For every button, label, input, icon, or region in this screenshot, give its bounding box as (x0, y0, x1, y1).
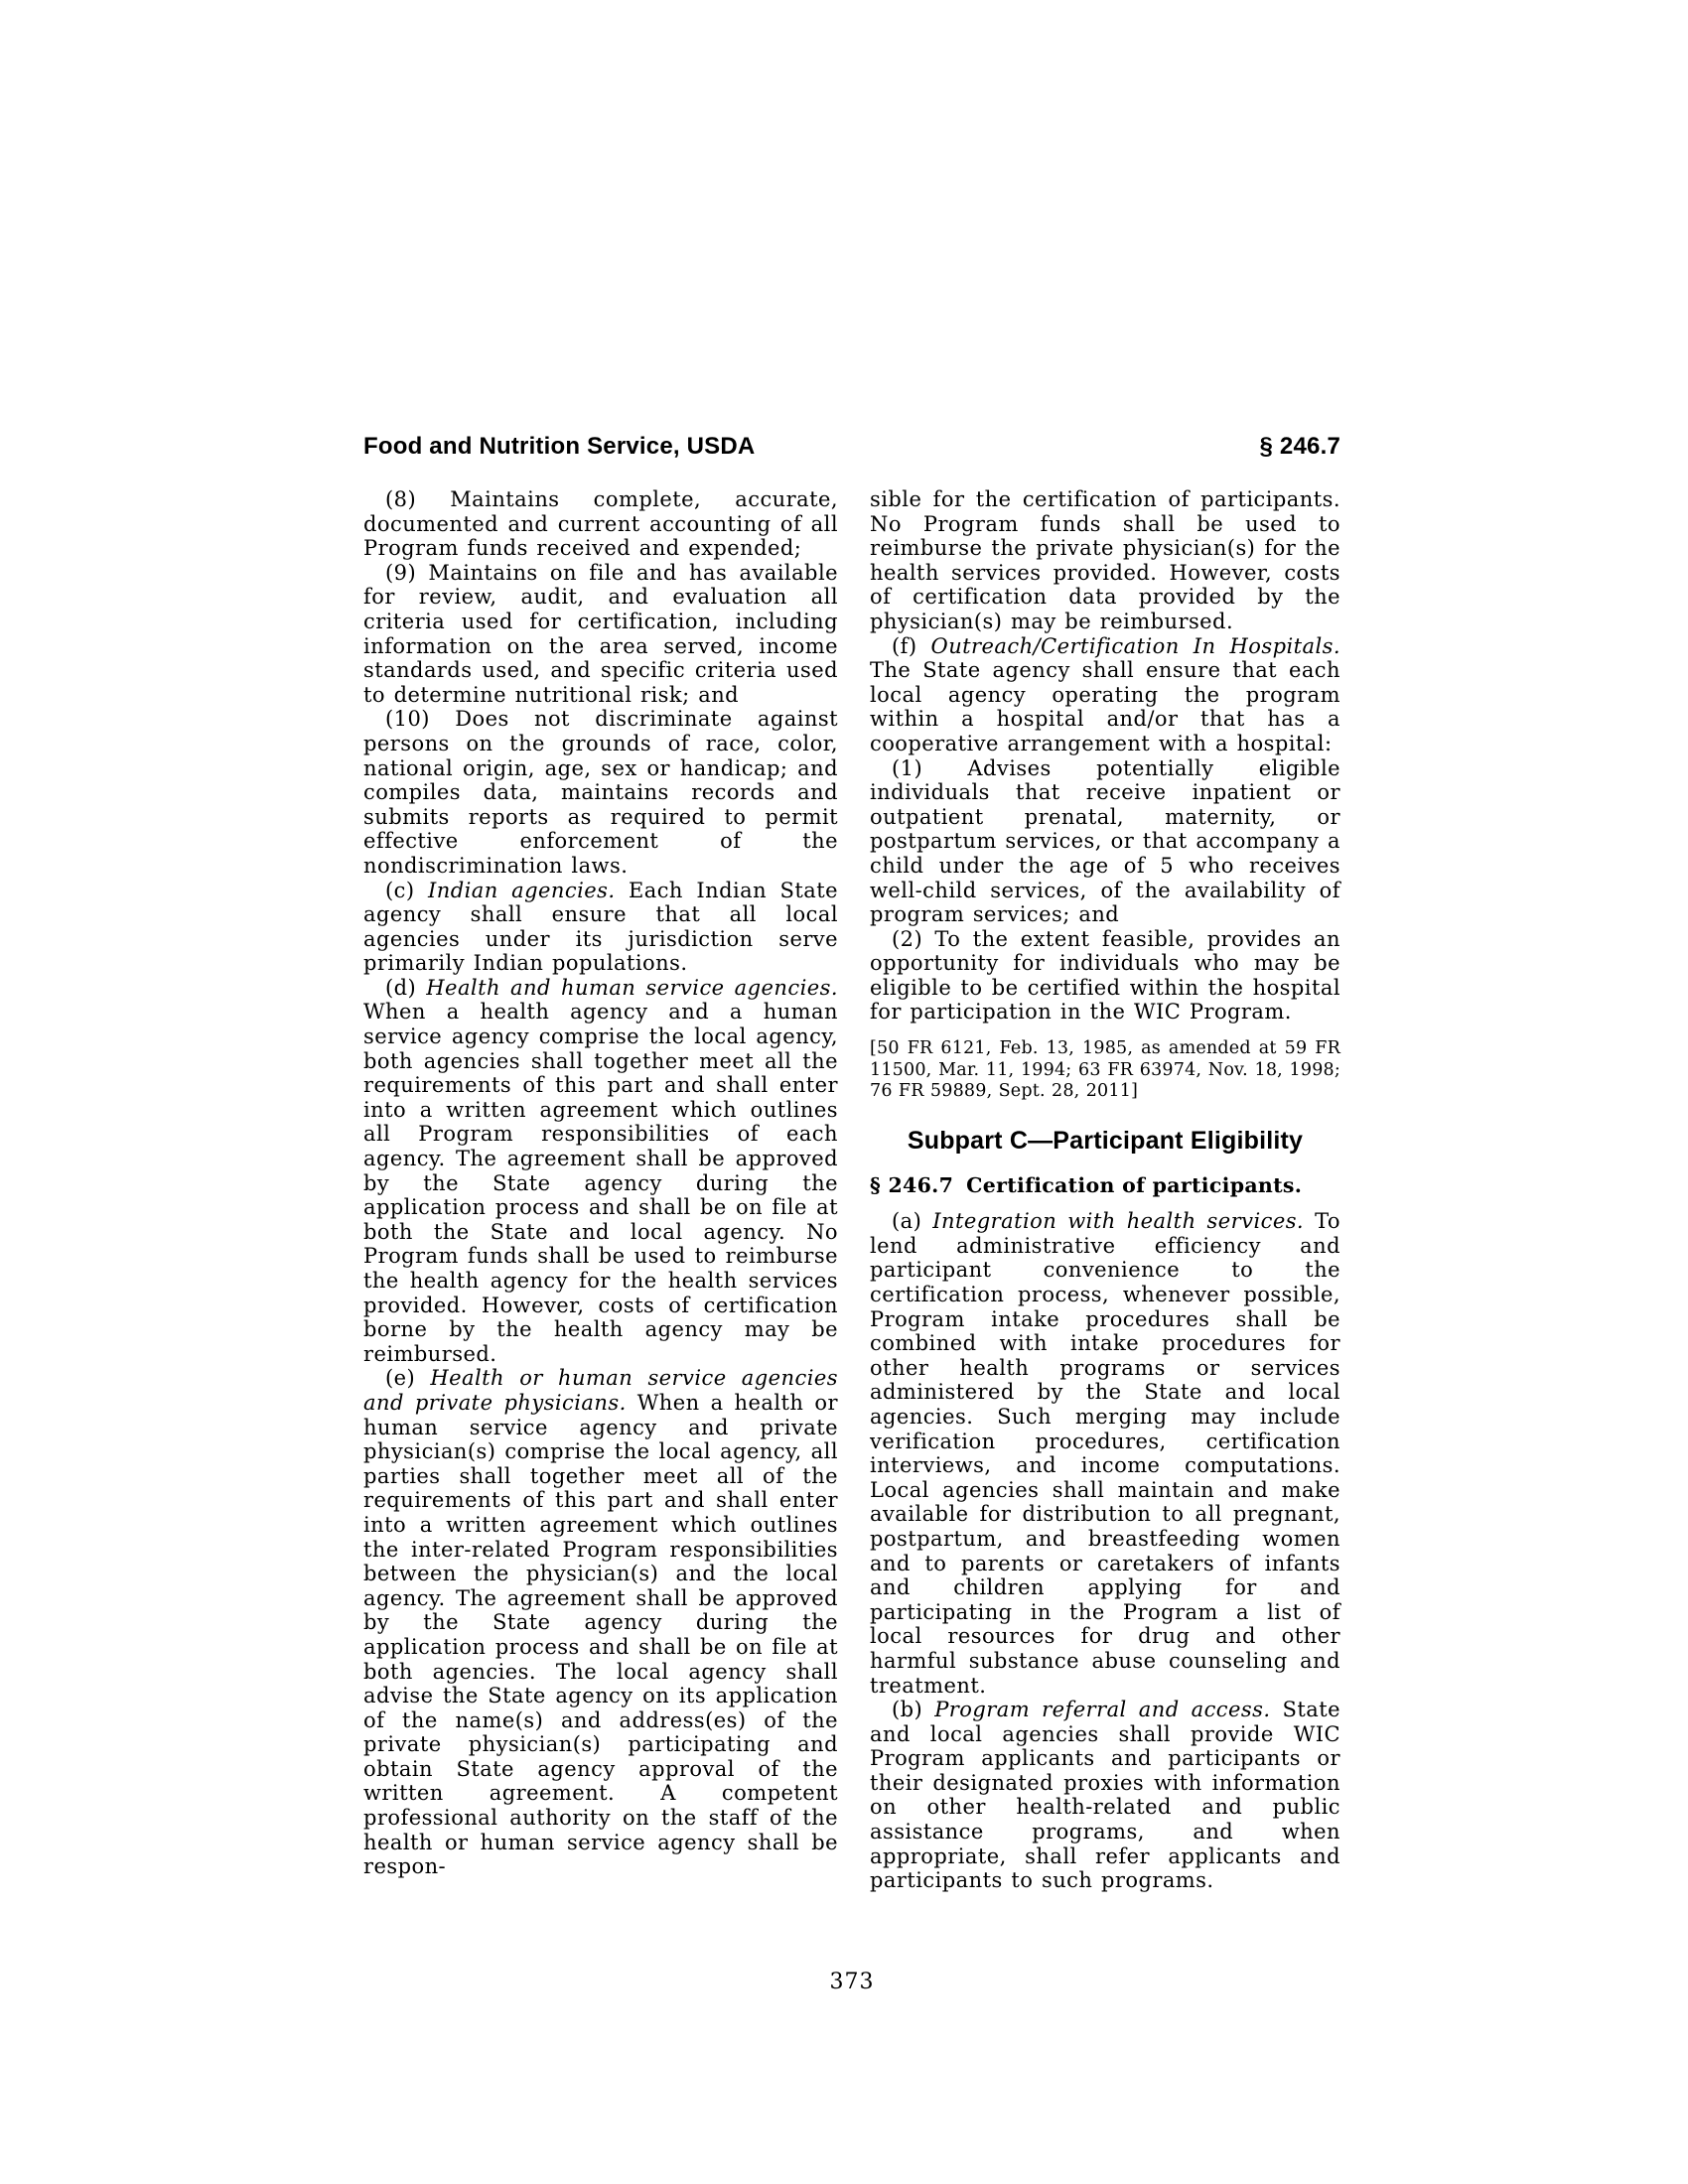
para-text: To lend administrative efficiency and participant convenience to the certification process, whenever possible, Program intake procedures shall be combined with intake procedures for other health programs or services administered by the State and local agencies. Such merging may include verification procedures, certification interviews, and income computations. Local agencies shall maintain and make available for distribution to all pregnant, postpartum, and breastfeeding women and to parents or caretakers of infants and children applying for and participating in the Program a list of local resources for drug and other harmful substance abuse counseling and treatment. (870, 1209, 1340, 1698)
para-text: (8) Maintains complete, accurate, documented and current accounting of all Program funds received and expended; (363, 487, 838, 561)
para-prefix: (f) (892, 633, 931, 658)
paragraph-f2-extent-feasible (870, 927, 1340, 1024)
paragraph-f1-advises (870, 756, 1340, 927)
paragraph-a-integration (870, 1209, 1340, 1698)
federal-register-citation: [50 FR 6121, Feb. 13, 1985, as amended at 59 FR 11500, Mar. 11, 1994; 63 FR 63974, Nov. 18, 1998; 76 FR 59889, Sept. 28, 2011] (870, 1038, 1340, 1102)
para-prefix: (e) (385, 1366, 431, 1391)
para-prefix: (d) (385, 975, 427, 1000)
page-number: 373 (829, 1970, 875, 1994)
paragraph-d-health-human-agencies (363, 976, 838, 1367)
left-column (363, 487, 838, 1879)
para-italic-label: Indian agencies. (427, 878, 616, 902)
para-text: When a health agency and a human service agency comprise the local agency, both agencies shall together meet all the requirements of this part and shall enter into a written agreement which outlines all Program responsibilities of each agency. The agreement shall be approved by the State agency during the application process and shall be on file at both the State and local agency. No Program funds shall be used to reimburse the health agency for the health services provided. However, costs of certification borne by the health agency may be reimbursed. (363, 1000, 838, 1366)
paragraph-continuation (870, 487, 1340, 634)
running-head-section: § 246.7 (1259, 433, 1340, 460)
para-italic-label: Outreach/Certification In Hospitals. (930, 633, 1341, 658)
paragraph-e-private-physicians (363, 1366, 838, 1878)
para-text: (10) Does not discriminate against persons on the grounds of race, color, national origin, age, sex or handicap; and compiles data, maintains records and submits reports as required to permit effective enforcement of the nondiscrimination laws. (363, 707, 838, 878)
para-text: Each Indian State agency shall ensure that all local agencies under its jurisdiction serve primarily Indian populations. (363, 878, 838, 976)
para-text: When a health or human service agency and private physician(s) comprise the local agency, all parties shall together meet all of the requirements of this part and shall enter into a written agreement which outlines the inter-related Program responsibilities between the physician(s) and the local agency. The agreement shall be approved by the State agency during the application process and shall be on file at both agencies. The local agency shall advise the State agency on its application of the name(s) and address(es) of the private physician(s) participating and obtain State agency approval of the written agreement. A competent professional authority on the staff of the health or human service agency shall be respon- (363, 1390, 838, 1879)
subpart-heading: Subpart C—Participant Eligibility (907, 1126, 1304, 1155)
para-prefix: (a) (892, 1209, 933, 1234)
running-head (363, 433, 1340, 461)
section-title: Certification of participants. (966, 1172, 1303, 1197)
para-italic-label: Integration with health services. (932, 1209, 1305, 1234)
para-prefix: (b) (892, 1698, 935, 1722)
para-italic-label: Health and human service agencies. (426, 975, 838, 1000)
para-italic-label: Health or human service agencies and private physicians. (363, 1366, 839, 1415)
section-number: § 246.7 (870, 1172, 954, 1197)
para-text: (1) Advises potentially eligible individuals that receive inpatient or outpatient prenatal, maternity, or postpartum services, or that accompany a child under the age of 5 who receives well-child services, of the availability of program services; and (870, 755, 1340, 927)
paragraph-8 (363, 487, 838, 561)
paragraph-f-outreach-hospitals (870, 634, 1340, 756)
paragraph-10 (363, 707, 838, 878)
right-column (870, 487, 1340, 1893)
paragraph-c-indian-agencies (363, 879, 838, 976)
paragraph-b-program-referral (870, 1698, 1340, 1893)
section-heading (870, 1173, 1340, 1199)
para-prefix: (c) (385, 878, 428, 902)
paragraph-9 (363, 561, 838, 708)
para-text: sible for the certification of participants. No Program funds shall be used to reimburse the private physician(s) for the health services provided. However, costs of certification data provided by the physician(s) may be reimbursed. (870, 487, 1340, 633)
para-text: The State agency shall ensure that each local agency operating the program within a hospital and/or that has a cooperative arrangement with a hospital: (870, 658, 1340, 755)
para-text: (9) Maintains on file and has available for review, audit, and evaluation all criteria used for certification, including information on the area served, income standards used, and specific criteria used to determine nutritional risk; and (363, 560, 838, 707)
para-text: State and local agencies shall provide WIC Program applicants and participants or their designated proxies with information on other health-related and public assistance programs, and when appropriate, shall refer applicants and participants to such programs. (870, 1698, 1340, 1893)
para-italic-label: Program referral and access. (934, 1698, 1271, 1722)
para-text: (2) To the extent feasible, provides an opportunity for individuals who may be eligible to be certified within the hospital for participation in the WIC Program. (870, 926, 1340, 1024)
running-head-title: Food and Nutrition Service, USDA (363, 433, 756, 460)
